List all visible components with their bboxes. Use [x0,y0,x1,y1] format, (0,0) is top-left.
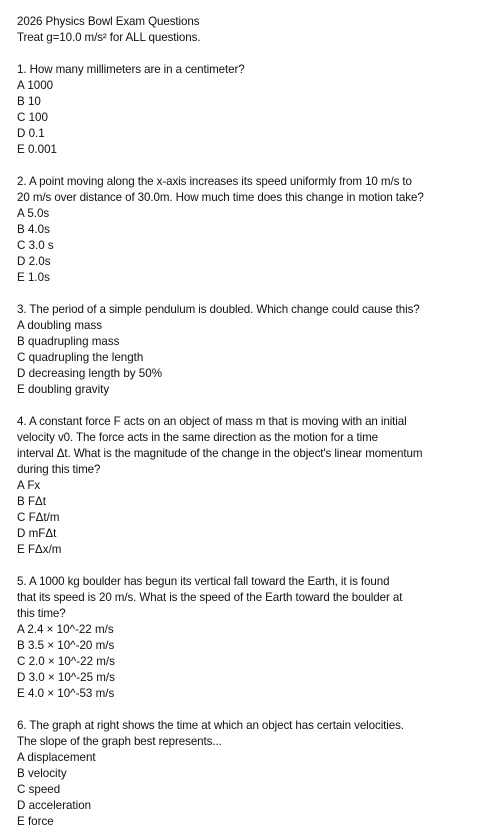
question-3-option-c: C quadrupling the length [17,351,144,364]
question-6-stem-line-2: The slope of the graph best represents... [17,735,222,748]
question-2-option-d: D 2.0s [17,255,51,268]
question-4-option-c: C FΔt/m [17,511,60,524]
question-6-stem-line-1: 6. The graph at right shows the time at which an object has certain velocities. [17,719,404,732]
question-3-stem: 3. The period of a simple pendulum is doubled. Which change could cause this? [17,303,420,316]
question-6-option-e: E force [17,815,54,828]
question-3-option-d: D decreasing length by 50% [17,367,163,380]
gravity-note: Treat g=10.0 m/s² for ALL questions. [17,31,201,44]
question-1-option-d: D 0.1 [17,127,45,140]
question-1 [17,62,470,158]
question-5-option-d: D 3.0 × 10^-25 m/s [17,671,115,684]
question-4-stem-line-3: interval Δt. What is the magnitude of the change in the object's linear momentum [17,447,423,460]
question-2-option-a: A 5.0s [17,207,50,220]
question-2-option-c: C 3.0 s [17,239,54,252]
question-4 [17,414,470,558]
question-5-option-e: E 4.0 × 10^-53 m/s [17,687,115,700]
question-6-option-d: D acceleration [17,799,92,812]
question-4-option-b: B FΔt [17,495,47,508]
question-1-option-c: C 100 [17,111,48,124]
question-1-option-e: E 0.001 [17,143,57,156]
question-4-option-d: D mFΔt [17,527,57,540]
question-4-option-e: E FΔx/m [17,543,62,556]
question-2-option-b: B 4.0s [17,223,50,236]
question-4-stem-line-1: 4. A constant force F acts on an object of mass m that is moving with an initial [17,415,407,428]
question-1-option-b: B 10 [17,95,41,108]
question-4-stem-line-4: during this time? [17,463,101,476]
question-4-stem-line-2: velocity v0. The force acts in the same direction as the motion for a time [17,431,378,444]
question-2-option-e: E 1.0s [17,271,50,284]
question-6-option-a: A displacement [17,751,96,764]
question-5-stem-line-3: this time? [17,607,66,620]
question-4-option-a: A Fx [17,479,41,492]
question-1-option-a: A 1000 [17,79,54,92]
exam-header [17,14,470,46]
question-5-stem-line-1: 5. A 1000 kg boulder has begun its vertical fall toward the Earth, it is found [17,575,390,588]
question-3-option-e: E doubling gravity [17,383,110,396]
question-3 [17,302,470,398]
exam-title: 2026 Physics Bowl Exam Questions [17,15,200,28]
question-5 [17,574,470,702]
question-5-option-b: B 3.5 × 10^-20 m/s [17,639,115,652]
question-5-stem-line-2: that its speed is 20 m/s. What is the speed of the Earth toward the boulder at [17,591,403,604]
question-6 [17,718,470,830]
question-5-option-c: C 2.0 × 10^-22 m/s [17,655,115,668]
question-1-stem: 1. How many millimeters are in a centimeter? [17,63,245,76]
question-6-option-b: B velocity [17,767,67,780]
question-5-option-a: A 2.4 × 10^-22 m/s [17,623,114,636]
question-2 [17,174,470,286]
question-2-stem-line-2: 20 m/s over distance of 30.0m. How much time does this change in motion take? [17,191,424,204]
question-6-option-c: C speed [17,783,61,796]
question-3-option-b: B quadrupling mass [17,335,120,348]
question-2-stem-line-1: 2. A point moving along the x-axis increases its speed uniformly from 10 m/s to [17,175,412,188]
question-3-option-a: A doubling mass [17,319,103,332]
